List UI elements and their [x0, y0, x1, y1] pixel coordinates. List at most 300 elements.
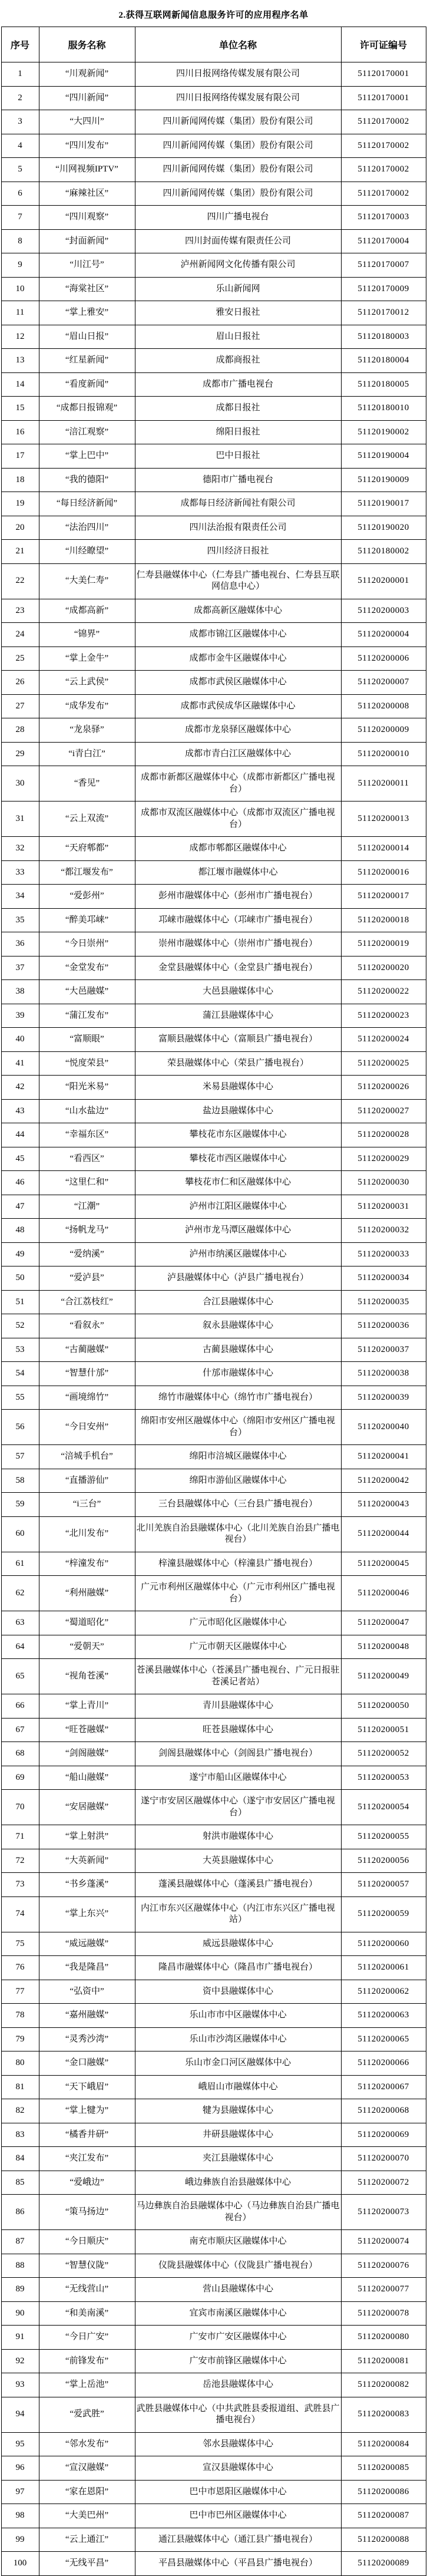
cell-license: 51120200083 — [341, 2397, 426, 2432]
table-row — [1, 1718, 426, 1742]
cell-license: 51120200054 — [341, 1790, 426, 1825]
cell-unit: 威远县融媒体中心 — [135, 1932, 341, 1956]
cell-index: 31 — [1, 802, 39, 837]
cell-license: 51120200057 — [341, 1873, 426, 1897]
cell-index: 9 — [1, 253, 39, 278]
cell-service: “掌上金牛” — [39, 647, 135, 671]
cell-index: 25 — [1, 647, 39, 671]
cell-unit: 广元市朝天区融媒体中心 — [135, 1635, 341, 1659]
table-row — [1, 1516, 426, 1552]
cell-service: “安居融媒” — [39, 1790, 135, 1825]
table-row — [1, 1694, 426, 1719]
cell-index: 92 — [1, 2349, 39, 2373]
cell-service: “金口融媒” — [39, 2051, 135, 2076]
cell-index: 39 — [1, 1004, 39, 1028]
cell-unit: 合江县融媒体中心 — [135, 1290, 341, 1314]
table-row — [1, 1266, 426, 1291]
cell-service: “今日广安” — [39, 2326, 135, 2350]
table-row — [1, 1076, 426, 1100]
cell-license: 51120200030 — [341, 1171, 426, 1195]
table-row — [1, 1635, 426, 1659]
cell-unit: 雅安日报社 — [135, 301, 341, 325]
cell-service: “都江堰发布” — [39, 860, 135, 885]
cell-license: 51120200056 — [341, 1849, 426, 1873]
table-row — [1, 1242, 426, 1266]
cell-unit: 内江市东兴区融媒体中心（内江市东兴区广播电视站） — [135, 1896, 341, 1932]
table-row — [1, 325, 426, 349]
cell-license: 51120200069 — [341, 2123, 426, 2147]
cell-unit: 四川新闻网传媒（集团）股份有限公司 — [135, 158, 341, 182]
cell-index: 83 — [1, 2123, 39, 2147]
cell-service: “智慧仪陇” — [39, 2254, 135, 2278]
table-row — [1, 372, 426, 397]
cell-service: “看叙永” — [39, 1314, 135, 1338]
cell-unit: 马边彝族自治县融媒体中心（马边彝族自治县广播电视台） — [135, 2195, 341, 2230]
cell-license: 51120200055 — [341, 1825, 426, 1849]
cell-index: 93 — [1, 2373, 39, 2397]
cell-index: 27 — [1, 694, 39, 718]
cell-service: “天下峨眉” — [39, 2075, 135, 2099]
table-row — [1, 766, 426, 802]
table-row — [1, 1825, 426, 1849]
cell-license: 51120200080 — [341, 2326, 426, 2350]
cell-index: 21 — [1, 540, 39, 564]
table-row — [1, 1195, 426, 1219]
table-row — [1, 932, 426, 956]
cell-service: “金堂发布” — [39, 956, 135, 980]
cell-service: “i三台” — [39, 1493, 135, 1517]
header-service: 服务名称 — [39, 27, 135, 62]
cell-unit: 成都市郫都区融媒体中心 — [135, 837, 341, 861]
cell-license: 51120200020 — [341, 956, 426, 980]
table-row — [1, 2349, 426, 2373]
table-row — [1, 2004, 426, 2028]
cell-service: “北川发布” — [39, 1516, 135, 1552]
cell-license: 51120200013 — [341, 802, 426, 837]
cell-unit: 平昌县融媒体中心（平昌县广播电视台） — [135, 2552, 341, 2576]
table-row — [1, 468, 426, 492]
cell-unit: 南充市顺庆区融媒体中心 — [135, 2230, 341, 2254]
cell-license: 51120200089 — [341, 2552, 426, 2576]
cell-license: 51120200017 — [341, 885, 426, 909]
cell-license: 51120200038 — [341, 1362, 426, 1386]
cell-license: 51120200034 — [341, 1266, 426, 1291]
table-row — [1, 134, 426, 158]
table-row — [1, 1980, 426, 2004]
table-row — [1, 802, 426, 837]
cell-index: 86 — [1, 2195, 39, 2230]
cell-index: 41 — [1, 1051, 39, 1076]
cell-unit: 成都每日经济新闻社有限公司 — [135, 492, 341, 516]
cell-service: “直播游仙” — [39, 1469, 135, 1493]
cell-license: 51120200026 — [341, 1076, 426, 1100]
cell-index: 23 — [1, 599, 39, 623]
cell-service: “和美南溪” — [39, 2301, 135, 2326]
cell-unit: 四川封面传媒有限责任公司 — [135, 229, 341, 253]
cell-service: “扬帆龙马” — [39, 1219, 135, 1243]
cell-unit: 四川新闻网传媒（集团）股份有限公司 — [135, 134, 341, 158]
table-row — [1, 1849, 426, 1873]
cell-unit: 绵阳市游仙区融媒体中心 — [135, 1469, 341, 1493]
cell-license: 51120200050 — [341, 1694, 426, 1719]
cell-license: 51120200004 — [341, 623, 426, 647]
cell-unit: 四川广播电视台 — [135, 206, 341, 230]
cell-index: 70 — [1, 1790, 39, 1825]
cell-license: 51120200031 — [341, 1195, 426, 1219]
cell-license: 51120200061 — [341, 1956, 426, 1980]
cell-unit: 通江县融媒体中心（通江县广播电视台） — [135, 2528, 341, 2552]
cell-service: “我的德阳” — [39, 468, 135, 492]
cell-index: 79 — [1, 2027, 39, 2051]
cell-index: 48 — [1, 1219, 39, 1243]
cell-unit: 富顺县融媒体中心（富顺县广播电视台） — [135, 1028, 341, 1052]
table-row — [1, 2027, 426, 2051]
cell-index: 44 — [1, 1123, 39, 1147]
cell-service: “掌上射洪” — [39, 1825, 135, 1849]
cell-unit: 成都市锦江区融媒体中心 — [135, 623, 341, 647]
cell-unit: 攀枝花市仁和区融媒体中心 — [135, 1171, 341, 1195]
cell-service: “川网视频IPTV” — [39, 158, 135, 182]
cell-service: “红星新闻” — [39, 349, 135, 373]
table-row — [1, 1051, 426, 1076]
cell-index: 99 — [1, 2528, 39, 2552]
table-row — [1, 599, 426, 623]
cell-service: “i青白江” — [39, 742, 135, 766]
cell-service: “龙泉驿” — [39, 718, 135, 743]
cell-service: “眉山日报” — [39, 325, 135, 349]
cell-service: “涪城手机台” — [39, 1445, 135, 1469]
cell-unit: 营山县融媒体中心 — [135, 2278, 341, 2302]
cell-index: 97 — [1, 2480, 39, 2504]
cell-service: “策马扬边” — [39, 2195, 135, 2230]
cell-index: 45 — [1, 1147, 39, 1171]
cell-index: 62 — [1, 1576, 39, 1611]
table-row — [1, 718, 426, 743]
cell-license: 51120200059 — [341, 1896, 426, 1932]
cell-unit: 成都市龙泉驿区融媒体中心 — [135, 718, 341, 743]
header-index: 序号 — [1, 27, 39, 62]
cell-license: 51120190004 — [341, 444, 426, 469]
cell-license: 51120170001 — [341, 62, 426, 87]
table-row — [1, 349, 426, 373]
cell-unit: 成都日报社 — [135, 397, 341, 421]
table-row — [1, 516, 426, 540]
table-row — [1, 229, 426, 253]
cell-index: 20 — [1, 516, 39, 540]
table-row — [1, 540, 426, 564]
cell-license: 51120200027 — [341, 1099, 426, 1123]
cell-unit: 苍溪县融媒体中心（苍溪县广播电视台、广元日报驻苍溪记者站） — [135, 1659, 341, 1694]
cell-service: “合江荔枝红” — [39, 1290, 135, 1314]
table-row — [1, 1338, 426, 1362]
cell-license: 51120200043 — [341, 1493, 426, 1517]
cell-service: “成都高新” — [39, 599, 135, 623]
cell-unit: 成都商报社 — [135, 349, 341, 373]
cell-index: 12 — [1, 325, 39, 349]
cell-license: 51120200018 — [341, 908, 426, 932]
cell-unit: 巴中市恩阳区融媒体中心 — [135, 2480, 341, 2504]
cell-unit: 成都市武侯成华区融媒体中心 — [135, 694, 341, 718]
cell-license: 51120170012 — [341, 301, 426, 325]
cell-license: 51120200008 — [341, 694, 426, 718]
cell-service: “弘资中” — [39, 1980, 135, 2004]
cell-license: 51120200032 — [341, 1219, 426, 1243]
cell-unit: 遂宁市船山区融媒体中心 — [135, 1766, 341, 1790]
cell-license: 51120200019 — [341, 932, 426, 956]
cell-service: “川观新闻” — [39, 62, 135, 87]
cell-unit: 米易县融媒体中心 — [135, 1076, 341, 1100]
cell-service: “家在恩阳” — [39, 2480, 135, 2504]
cell-service: “大邑融媒” — [39, 980, 135, 1004]
cell-index: 65 — [1, 1659, 39, 1694]
cell-service: “爱朝天” — [39, 1635, 135, 1659]
table-row — [1, 2075, 426, 2099]
table-row — [1, 2301, 426, 2326]
cell-service: “看度新闻” — [39, 372, 135, 397]
cell-unit: 彭州市融媒体中心（彭州市广播电视台） — [135, 885, 341, 909]
cell-license: 51120180010 — [341, 397, 426, 421]
cell-license: 51120200076 — [341, 2254, 426, 2278]
table-row — [1, 2397, 426, 2432]
cell-unit: 仪陇县融媒体中心（仪陇县广播电视台） — [135, 2254, 341, 2278]
cell-unit: 大邑县融媒体中心 — [135, 980, 341, 1004]
cell-index: 60 — [1, 1516, 39, 1552]
table-row — [1, 1932, 426, 1956]
cell-service: “古蔺融媒” — [39, 1338, 135, 1362]
cell-index: 54 — [1, 1362, 39, 1386]
cell-service: “利州融媒” — [39, 1576, 135, 1611]
cell-index: 84 — [1, 2147, 39, 2171]
cell-unit: 旺苍县融媒体中心 — [135, 1718, 341, 1742]
table-row — [1, 1314, 426, 1338]
cell-unit: 眉山日报社 — [135, 325, 341, 349]
cell-service: “香见” — [39, 766, 135, 802]
table-row — [1, 2504, 426, 2528]
table-row — [1, 1362, 426, 1386]
page-title: 2.获得互联网新闻信息服务许可的应用程序名单 — [118, 11, 309, 20]
cell-index: 69 — [1, 1766, 39, 1790]
cell-unit: 遂宁市安居区融媒体中心（遂宁市安居区广播电视台） — [135, 1790, 341, 1825]
cell-index: 15 — [1, 397, 39, 421]
cell-license: 51120200044 — [341, 1516, 426, 1552]
cell-index: 95 — [1, 2432, 39, 2456]
table-row — [1, 2195, 426, 2230]
cell-license: 51120200051 — [341, 1718, 426, 1742]
cell-service: “灵秀沙湾” — [39, 2027, 135, 2051]
cell-unit: 泸州市纳溪区融媒体中心 — [135, 1242, 341, 1266]
cell-unit: 四川新闻网传媒（集团）股份有限公司 — [135, 182, 341, 206]
cell-service: “掌上青川” — [39, 1694, 135, 1719]
table-row — [1, 1576, 426, 1611]
cell-index: 22 — [1, 563, 39, 599]
cell-index: 56 — [1, 1410, 39, 1445]
cell-index: 5 — [1, 158, 39, 182]
cell-index: 55 — [1, 1386, 39, 1410]
cell-unit: 广安市广安区融媒体中心 — [135, 2326, 341, 2350]
cell-license: 51120200048 — [341, 1635, 426, 1659]
table-row — [1, 301, 426, 325]
cell-unit: 四川新闻网传媒（集团）股份有限公司 — [135, 110, 341, 134]
table-row — [1, 1410, 426, 1445]
cell-index: 24 — [1, 623, 39, 647]
cell-license: 51120200070 — [341, 2147, 426, 2171]
cell-unit: 乐山市沙湾区融媒体中心 — [135, 2027, 341, 2051]
cell-index: 51 — [1, 1290, 39, 1314]
cell-license: 51120200037 — [341, 1338, 426, 1362]
table-row — [1, 420, 426, 444]
table-row — [1, 1219, 426, 1243]
cell-service: “橘香井研” — [39, 2123, 135, 2147]
cell-service: “蜀道昭化” — [39, 1611, 135, 1635]
cell-license: 51120200072 — [341, 2171, 426, 2195]
cell-license: 51120200016 — [341, 860, 426, 885]
cell-index: 16 — [1, 420, 39, 444]
cell-service: “前锋发布” — [39, 2349, 135, 2373]
table-row — [1, 2480, 426, 2504]
cell-unit: 崇州市融媒体中心（崇州市广播电视台） — [135, 932, 341, 956]
cell-unit: 泸州新闻网文化传播有限公司 — [135, 253, 341, 278]
cell-index: 61 — [1, 1552, 39, 1576]
cell-service: “云上武侯” — [39, 671, 135, 695]
cell-unit: 四川日报网络传媒发展有限公司 — [135, 62, 341, 87]
cell-index: 49 — [1, 1242, 39, 1266]
cell-index: 29 — [1, 742, 39, 766]
cell-service: “掌上犍为” — [39, 2099, 135, 2123]
cell-index: 91 — [1, 2326, 39, 2350]
cell-index: 94 — [1, 2397, 39, 2432]
table-row — [1, 277, 426, 301]
cell-license: 51120200028 — [341, 1123, 426, 1147]
cell-index: 82 — [1, 2099, 39, 2123]
table-row — [1, 1028, 426, 1052]
cell-index: 88 — [1, 2254, 39, 2278]
cell-service: “锦界” — [39, 623, 135, 647]
cell-index: 76 — [1, 1956, 39, 1980]
cell-license: 51120190009 — [341, 468, 426, 492]
cell-index: 71 — [1, 1825, 39, 1849]
cell-service: “大四川” — [39, 110, 135, 134]
cell-service: “爱泸县” — [39, 1266, 135, 1291]
cell-index: 42 — [1, 1076, 39, 1100]
cell-license: 51120200074 — [341, 2230, 426, 2254]
cell-license: 51120200039 — [341, 1386, 426, 1410]
table-row — [1, 2326, 426, 2350]
cell-index: 64 — [1, 1635, 39, 1659]
cell-unit: 武胜县融媒体中心（中共武胜县委报道组、武胜县广播电视台） — [135, 2397, 341, 2432]
header-license: 许可证编号 — [341, 27, 426, 62]
cell-index: 47 — [1, 1195, 39, 1219]
cell-service: “四川发布” — [39, 134, 135, 158]
cell-unit: 成都市青白江区融媒体中心 — [135, 742, 341, 766]
table-row — [1, 1445, 426, 1469]
table-row — [1, 1873, 426, 1897]
cell-unit: 宣汉县融媒体中心 — [135, 2456, 341, 2481]
cell-index: 10 — [1, 277, 39, 301]
cell-license: 51120200052 — [341, 1742, 426, 1766]
table-row — [1, 2123, 426, 2147]
cell-license: 51120200066 — [341, 2051, 426, 2076]
cell-index: 96 — [1, 2456, 39, 2481]
cell-service: “掌上东兴” — [39, 1896, 135, 1932]
table-row — [1, 2528, 426, 2552]
table-row — [1, 956, 426, 980]
header-unit: 单位名称 — [135, 27, 341, 62]
cell-unit: 四川经济日报社 — [135, 540, 341, 564]
table-row — [1, 885, 426, 909]
cell-unit: 什邡市融媒体中心 — [135, 1362, 341, 1386]
cell-license: 51120170002 — [341, 158, 426, 182]
table-row — [1, 2432, 426, 2456]
cell-index: 8 — [1, 229, 39, 253]
table-row — [1, 2147, 426, 2171]
cell-unit: 攀枝花市西区融媒体中心 — [135, 1147, 341, 1171]
table-row — [1, 253, 426, 278]
table-row — [1, 860, 426, 885]
cell-service: “川经瞭望” — [39, 540, 135, 564]
cell-service: “涪江观察” — [39, 420, 135, 444]
cell-service: “四川新闻” — [39, 86, 135, 110]
cell-license: 51120200049 — [341, 1659, 426, 1694]
cell-license: 51120200040 — [341, 1410, 426, 1445]
cell-index: 73 — [1, 1873, 39, 1897]
cell-service: “这里仁和” — [39, 1171, 135, 1195]
table-row — [1, 158, 426, 182]
cell-unit: 宜宾市南溪区融媒体中心 — [135, 2301, 341, 2326]
cell-service: “川江号” — [39, 253, 135, 278]
table-row — [1, 563, 426, 599]
table-row — [1, 2456, 426, 2481]
cell-index: 87 — [1, 2230, 39, 2254]
cell-unit: 泸县融媒体中心（泸县广播电视台） — [135, 1266, 341, 1291]
cell-unit: 资中县融媒体中心 — [135, 1980, 341, 2004]
cell-index: 67 — [1, 1718, 39, 1742]
cell-index: 89 — [1, 2278, 39, 2302]
cell-license: 51120190020 — [341, 516, 426, 540]
cell-license: 51120200060 — [341, 1932, 426, 1956]
cell-service: “掌上巴中” — [39, 444, 135, 469]
cell-license: 51120200068 — [341, 2099, 426, 2123]
cell-index: 11 — [1, 301, 39, 325]
table-row — [1, 1099, 426, 1123]
cell-unit: 峨边彝族自治县融媒体中心 — [135, 2171, 341, 2195]
cell-license: 51120170007 — [341, 253, 426, 278]
cell-unit: 大英县融媒体中心 — [135, 1849, 341, 1873]
cell-license: 51120200042 — [341, 1469, 426, 1493]
cell-service: “爱峨边” — [39, 2171, 135, 2195]
cell-license: 51120170003 — [341, 206, 426, 230]
cell-index: 68 — [1, 1742, 39, 1766]
cell-service: “今日顺庆” — [39, 2230, 135, 2254]
cell-unit: 泸州市龙马潭区融媒体中心 — [135, 1219, 341, 1243]
cell-license: 51120200073 — [341, 2195, 426, 2230]
cell-unit: 三台县融媒体中心（三台县广播电视台） — [135, 1493, 341, 1517]
table-row — [1, 980, 426, 1004]
cell-service: “无线营山” — [39, 2278, 135, 2302]
cell-license: 51120200023 — [341, 1004, 426, 1028]
cell-service: “成华发布” — [39, 694, 135, 718]
cell-index: 72 — [1, 1849, 39, 1873]
table-row — [1, 694, 426, 718]
cell-index: 80 — [1, 2051, 39, 2076]
cell-index: 38 — [1, 980, 39, 1004]
table-row — [1, 742, 426, 766]
cell-license: 51120200046 — [341, 1576, 426, 1611]
cell-unit: 夹江县融媒体中心 — [135, 2147, 341, 2171]
cell-index: 36 — [1, 932, 39, 956]
license-table-header — [1, 27, 426, 62]
cell-index: 59 — [1, 1493, 39, 1517]
cell-service: “梓潼发布” — [39, 1552, 135, 1576]
